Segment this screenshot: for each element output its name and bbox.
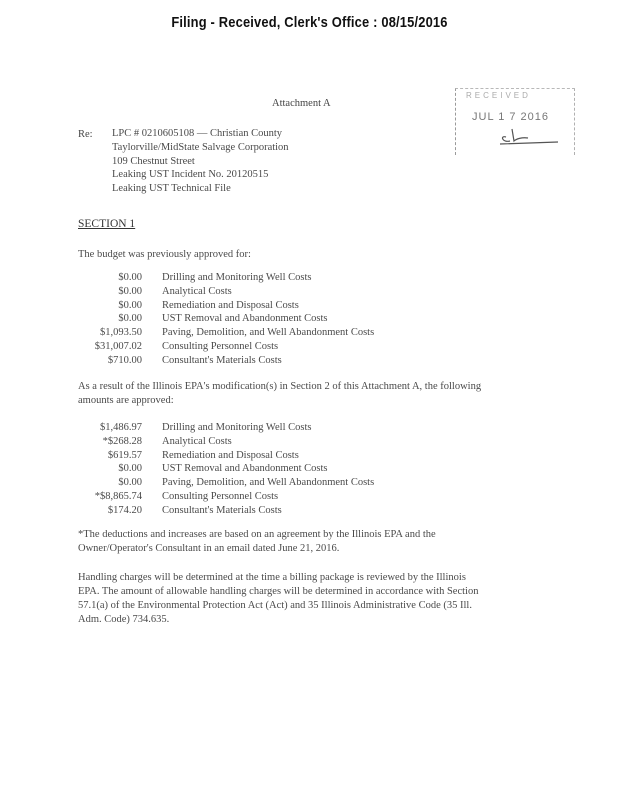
cost-label: Consulting Personnel Costs <box>162 490 279 502</box>
amount: $31,007.02 <box>94 340 142 352</box>
cost-label: Drilling and Monitoring Well Costs <box>162 422 312 433</box>
section-title: SECTION 1 <box>78 218 136 230</box>
amount: $1,093.50 <box>100 327 142 339</box>
amount: $0.00 <box>118 477 142 489</box>
received-stamp <box>455 88 575 155</box>
filing-header: Filing - Received, Clerk's Office : 08/15/2016 <box>171 14 448 31</box>
table-row <box>60 326 374 340</box>
amount: $1,486.97 <box>100 422 142 433</box>
amount: $0.00 <box>118 313 142 325</box>
intro-paragraph: The budget was previously approved for: <box>78 249 251 260</box>
re-line: Leaking UST Technical File <box>112 183 231 195</box>
cost-label: Consulting Personnel Costs <box>162 340 279 352</box>
re-line: Leaking UST Incident No. 20120515 <box>112 169 269 181</box>
re-label: Re: <box>78 129 93 140</box>
stamp-initials-signature <box>498 125 568 147</box>
previous-budget-table <box>60 271 374 368</box>
cost-label: Consultant's Materials Costs <box>162 504 282 516</box>
cost-label: Remediation and Disposal Costs <box>162 449 299 461</box>
re-block <box>112 127 289 196</box>
amount: *$268.28 <box>102 435 142 447</box>
table-row <box>60 271 374 285</box>
cost-label: Drilling and Monitoring Well Costs <box>162 272 312 283</box>
table-row <box>60 312 374 326</box>
cost-label: Remediation and Disposal Costs <box>162 299 299 311</box>
table-row <box>60 504 374 518</box>
cost-label: Paving, Demolition, and Well Abandonment Costs <box>162 477 375 489</box>
table-row <box>60 435 374 449</box>
stamp-date: JUL 1 7 2016 <box>472 111 550 123</box>
cost-label: Analytical Costs <box>162 435 232 447</box>
amount: $0.00 <box>118 272 142 283</box>
amount: *$8,865.74 <box>94 490 142 502</box>
stamp-received-text: RECEIVED <box>466 91 531 100</box>
cost-label: UST Removal and Abandonment Costs <box>162 463 328 475</box>
table-row <box>60 462 374 476</box>
table-row <box>60 490 374 504</box>
amount: $710.00 <box>107 354 142 366</box>
re-line: 109 Chestnut Street <box>112 155 195 167</box>
table-row <box>60 299 374 313</box>
amount: $174.20 <box>107 504 142 516</box>
table-row <box>60 449 374 463</box>
re-line: Taylorville/MidState Salvage Corporation <box>112 141 289 153</box>
table-row <box>60 340 374 354</box>
table-row <box>60 285 374 299</box>
cost-label: Consultant's Materials Costs <box>162 354 282 366</box>
footnote-paragraph: *The deductions and increases are based on an agreement by the Illinois EPA and the Owner/Operator's Consultant in an email dated June 21, 2016. <box>78 529 436 554</box>
table-row <box>60 476 374 490</box>
amount: $619.57 <box>107 449 142 461</box>
amount: $0.00 <box>118 285 142 297</box>
table-row <box>60 354 374 368</box>
cost-label: Analytical Costs <box>162 285 232 297</box>
approved-budget-table <box>60 421 374 518</box>
re-line: LPC # 0210605108 — Christian County <box>112 128 283 139</box>
attachment-title: Attachment A <box>272 98 331 109</box>
table-row <box>60 421 374 435</box>
amount: $0.00 <box>118 299 142 311</box>
cost-label: Paving, Demolition, and Well Abandonment Costs <box>162 327 375 339</box>
modification-paragraph: As a result of the Illinois EPA's modification(s) in Section 2 of this Attachment A, the following amounts are approved: <box>78 381 482 406</box>
cost-label: UST Removal and Abandonment Costs <box>162 313 328 325</box>
handling-charges-paragraph: Handling charges will be determined at the time a billing package is reviewed by the Illinois EPA. The amount of allowable handling charges will be determined in accordance with Section 57.1(a) of the Environmental Protection Act (Act) and 35 Illinois Administrative Code (35 Ill. Adm. Code) 734.635. <box>78 572 479 625</box>
amount: $0.00 <box>118 463 142 475</box>
